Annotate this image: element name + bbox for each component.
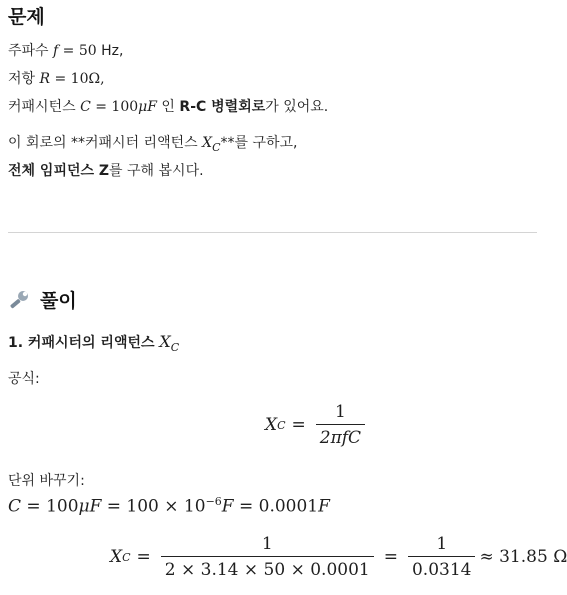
- calc-result: ≈ 31.85 Ω: [479, 547, 567, 567]
- frequency-line: 주파수 f = 50 Hz,: [8, 43, 124, 59]
- unit-conversion-equation: $C = 100\mu F = 100 \times 10^{-6}F = 0.0001F$: [8, 495, 330, 517]
- formula-label: 공식:: [8, 371, 40, 387]
- resistance-line: 저항 R = 10Ω,: [8, 71, 105, 87]
- task-line-2: 전체 임피던스 Z를 구해 봅시다.: [8, 163, 204, 179]
- capacitance-line: 커패시턴스 C = 100μF 인 R-C 병렬회로가 있어요.: [8, 99, 329, 115]
- step1-heading: 1. 커패시터의 리액턴스 $X_C$: [8, 332, 180, 354]
- formula-fraction: $\frac{1}{\text{2πfC}}$: [316, 402, 365, 448]
- problem-heading: 문제: [8, 6, 45, 28]
- solution-heading: 풀이: [8, 286, 77, 313]
- task-line-1: 이 회로의 **커패시터 리액턴스 $X_C**$를 구하고,: [8, 135, 298, 154]
- reactance-calculation: X C = $\frac{1}{2 \times 3.14 \times 50 \times 0.0001}$ = $\frac{1}{0.0314}$ ≈ 31.85 Ω: [110, 534, 567, 580]
- wrench-icon: [8, 290, 32, 310]
- unit-conversion-label: 단위 바꾸기:: [8, 473, 85, 489]
- calc-fraction-2: $\frac{1}{0.0314}$: [408, 534, 475, 580]
- calc-fraction-1: $\frac{1}{2 \times 3.14 \times 50 \times 0.0001}$: [161, 534, 374, 580]
- section-divider: [8, 232, 537, 233]
- reactance-formula: X C = $\frac{1}{\text{2πfC}}$: [265, 402, 369, 448]
